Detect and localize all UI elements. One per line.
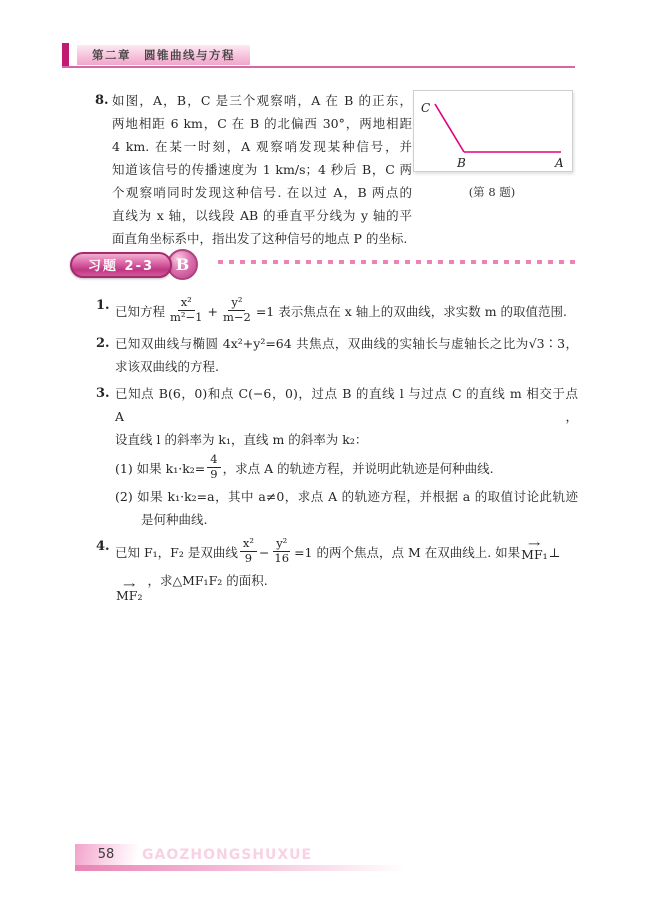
problem-list [96, 294, 578, 607]
operator: − [258, 544, 270, 560]
problem-4-number: 4. [96, 539, 110, 554]
vector-arrow-icon: → [122, 580, 136, 591]
page-number: 58 [97, 847, 115, 862]
problem-8-line: 两地相距 6 km，C 在 B 的北偏西 30°，两地相距 [112, 116, 412, 131]
header-rule [62, 66, 575, 68]
fraction-numerator: x² [240, 537, 257, 551]
problem-8-line: 知道该信号的传播速度为 1 km/s；4 秒后 B，C 两 [112, 162, 412, 177]
equation-tail: =1 [255, 303, 275, 319]
text-segment: (1) 如果 k₁·k₂= [115, 460, 206, 476]
problem-3 [96, 382, 578, 531]
fraction-denominator: m²−1 [170, 309, 203, 324]
problem-8-line: 直线为 x 轴，以线段 AB 的垂直平分线为 y 轴的平 [112, 208, 412, 223]
segment-BC [435, 104, 464, 152]
problem-8-line: 个观察哨同时发现这种信号. 在以过 A，B 两点的 [112, 185, 412, 200]
exercise-title-pill [70, 252, 172, 278]
equation-tail: =1 [294, 544, 313, 560]
operator: + [207, 303, 218, 319]
vector-arrow-icon: → [528, 539, 541, 550]
text-segment: 已知方程 [115, 303, 166, 319]
vector-body: MF₁ [521, 547, 548, 562]
problem-8-number: 8. [95, 93, 109, 108]
problem-8-text [112, 89, 412, 250]
fraction-denominator: 16 [274, 550, 290, 565]
fraction-denominator: 9 [244, 550, 253, 565]
page-number-box [75, 844, 137, 865]
figure-problem-8 [413, 90, 573, 204]
fraction [271, 537, 292, 564]
problem-1-line [115, 294, 578, 328]
problem-2-number: 2. [96, 336, 110, 351]
chapter-accent-bar [62, 43, 69, 68]
fraction [240, 537, 257, 564]
vector-MF2 [116, 580, 143, 603]
problem-3-line: 设直线 l 的斜率为 k₁，直线 m 的斜率为 k₂： [115, 432, 368, 447]
exercise-level: B [175, 255, 190, 274]
fraction [167, 296, 205, 323]
fraction-denominator: 9 [210, 466, 218, 481]
text-segment: 的两个焦点，点 M 在双曲线上. 如果 [312, 544, 521, 560]
problem-8-line: 面直角坐标系中，指出发了这种信号的地点 P 的坐标. [112, 231, 408, 246]
problem-2-line: 已知双曲线与椭圆 4x²+y²=64 共焦点，双曲线的实轴长与虚轴长之比为√3∶3， [115, 336, 578, 351]
fraction-numerator: 4 [207, 453, 220, 467]
figure-frame [413, 90, 573, 172]
fraction-numerator: y² [228, 296, 245, 310]
problem-8-line: 如图，A，B，C 是三个观察哨，A 在 B 的正东， [112, 93, 412, 108]
footer-accent-bar [75, 865, 407, 871]
figure-caption: (第 8 题) [468, 185, 516, 199]
dashed-separator [218, 260, 575, 264]
vector-body: MF₂ [116, 588, 143, 603]
figure-drawing [414, 91, 572, 171]
problem-1-number: 1. [96, 298, 110, 313]
figure-label-B: B [457, 156, 466, 170]
problem-3-number: 3. [96, 386, 110, 401]
problem-3-line: 已知点 B(6，0)和点 C(−6，0)，过点 B 的直线 l 与过点 C 的直线 m 相交于点 A， [115, 386, 578, 424]
exercise-title: 习题 2-3 [88, 259, 155, 274]
problem-4 [96, 535, 578, 603]
text-segment: 表示焦点在 x 轴上的双曲线，求实数 m 的取值范围. [274, 303, 568, 319]
footer-brand-watermark: GAOZHONGSHUXUE [142, 847, 313, 863]
vector-MF1 [521, 539, 548, 562]
problem-2 [96, 332, 578, 378]
problem-8-line: 4 km. 在某一时刻，A 观察哨发现某种信号，并 [112, 139, 412, 154]
problem-3-body [115, 382, 578, 531]
chapter-header [77, 45, 250, 65]
problem-2-body [115, 332, 578, 378]
text-segment: ，求△MF₁F₂ 的面积. [147, 573, 268, 588]
problem-4-line [115, 569, 578, 603]
fraction [207, 453, 220, 480]
exercise-section-header [70, 249, 198, 280]
problem-2-line: 求该双曲线的方程. [115, 359, 219, 374]
chapter-title: 第二章 圆锥曲线与方程 [92, 48, 235, 62]
problem-3-subitem-1 [115, 451, 578, 485]
fraction [220, 296, 254, 323]
figure-label-A: A [555, 156, 564, 170]
fraction-numerator: y² [273, 537, 290, 551]
operator-perpendicular: ⊥ [548, 544, 561, 560]
problem-4-body [115, 535, 578, 603]
fraction-numerator: x² [178, 296, 195, 310]
problem-4-line [115, 535, 578, 569]
problem-1 [96, 294, 578, 328]
fraction-denominator: m−2 [222, 309, 251, 324]
problem-3-subitem-2: (2) 如果 k₁·k₂=a，其中 a≠0，求点 A 的轨迹方程，并根据 a 的取值讨论此轨迹 [115, 489, 578, 504]
figure-label-C: C [421, 101, 431, 115]
problem-3-subitem-2-cont: 是何种曲线. [141, 512, 208, 527]
text-segment: 已知 F₁，F₂ 是双曲线 [115, 544, 238, 560]
problem-1-body [115, 294, 578, 328]
text-segment: ，求点 A 的轨迹方程，并说明此轨迹是何种曲线. [222, 460, 494, 476]
